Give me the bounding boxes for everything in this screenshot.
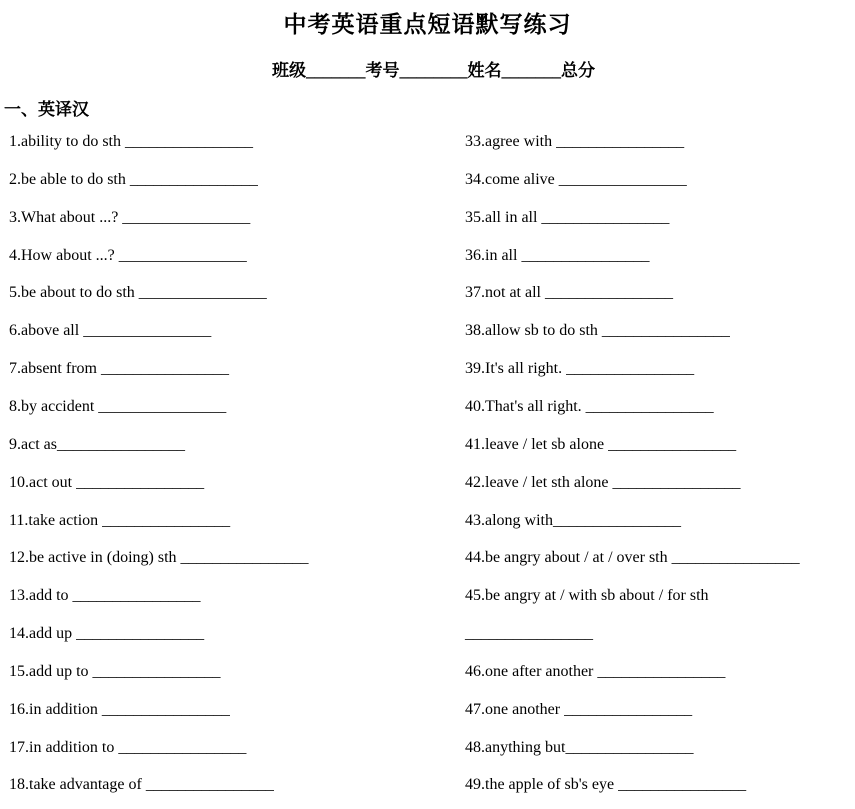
- name-blank: _______: [501, 61, 561, 80]
- exercise-item: 33.agree with ________________: [465, 133, 685, 150]
- section-heading: 一、英译汉: [4, 100, 89, 119]
- class-label: 班级: [272, 61, 306, 80]
- exercise-item: ________________: [465, 625, 593, 643]
- exercise-item: 41.leave / let sb alone ________________: [465, 435, 737, 453]
- exercise-item: 1.ability to do sth ________________: [9, 133, 253, 150]
- exercise-item: 5.be about to do sth ________________: [9, 284, 267, 302]
- student-info-line: [272, 56, 595, 81]
- class-blank: _______: [306, 61, 366, 80]
- exercise-item: 44.be angry about / at / over sth ________________: [465, 549, 800, 567]
- exercise-item: 12.be active in (doing) sth ________________: [9, 549, 309, 567]
- exercise-item: 40.That's all right. ________________: [465, 397, 714, 415]
- exercise-item: 38.allow sb to do sth ________________: [465, 322, 730, 340]
- exercise-item: 10.act out ________________: [9, 473, 205, 491]
- exercise-item: 36.in all ________________: [465, 246, 650, 264]
- exercise-item: 7.absent from ________________: [9, 360, 229, 378]
- exercise-item: 45.be angry at / with sb about / for sth: [465, 587, 709, 605]
- total-score-label: 总分: [561, 61, 595, 80]
- exam-number-label: 考号: [365, 61, 400, 80]
- exercise-item: 3.What about ...? ________________: [9, 208, 251, 226]
- exercise-item: 49.the apple of sb's eye ________________: [465, 776, 747, 794]
- exercise-item: 42.leave / let sth alone ________________: [465, 473, 741, 491]
- exercise-item: 18.take advantage of ________________: [9, 776, 274, 794]
- exercise-item: 9.act as________________: [9, 435, 185, 453]
- exercise-item: 48.anything but________________: [465, 738, 694, 756]
- exercise-item: 2.be able to do sth ________________: [9, 170, 258, 188]
- exercise-item: 6.above all ________________: [9, 322, 212, 340]
- name-label: 姓名: [467, 61, 502, 80]
- exam-number-blank: ________: [399, 61, 468, 80]
- exercise-item: 14.add up ________________: [9, 625, 205, 643]
- exercise-item: 16.in addition ________________: [9, 700, 230, 718]
- exercise-item: 8.by accident ________________: [9, 397, 227, 415]
- exercise-item: 15.add up to ________________: [9, 662, 221, 680]
- exercise-item: 43.along with________________: [465, 511, 681, 529]
- exercise-item: 13.add to ________________: [9, 587, 201, 605]
- exercise-item: 35.all in all ________________: [465, 208, 670, 226]
- exercise-item: 4.How about ...? ________________: [9, 246, 247, 264]
- exercise-item: 37.not at all ________________: [465, 284, 673, 302]
- exercise-item: 47.one another ________________: [465, 700, 693, 718]
- exercise-item: 39.It's all right. ________________: [465, 360, 695, 378]
- exercise-item: 11.take action ________________: [9, 511, 231, 529]
- worksheet-title: 中考英语重点短语默写练习: [283, 12, 572, 37]
- exercise-item: 46.one after another ________________: [465, 662, 726, 680]
- exercise-item: 17.in addition to ________________: [9, 738, 247, 756]
- exercise-item: 34.come alive ________________: [465, 170, 687, 188]
